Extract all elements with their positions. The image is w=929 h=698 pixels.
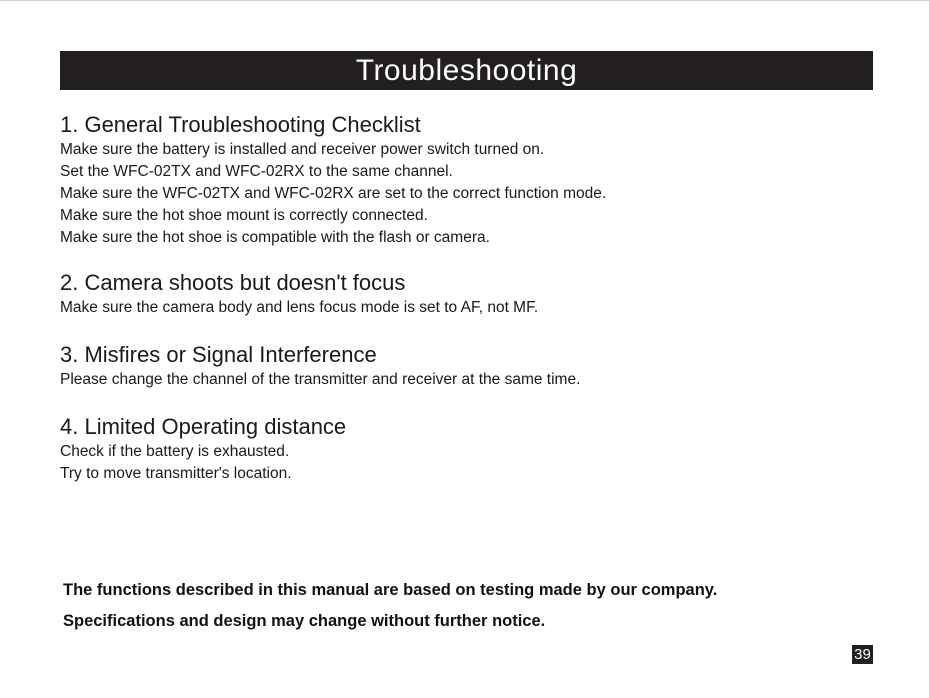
page-number: 39: [852, 645, 873, 664]
checklist-line: Set the WFC-02TX and WFC-02RX to the same channel.: [60, 163, 453, 180]
section-heading: 4. Limited Operating distance: [60, 414, 347, 439]
page-title: Troubleshooting: [60, 51, 873, 90]
troubleshooting-content: [60, 111, 880, 485]
top-divider: [0, 0, 929, 1]
section-heading: 3. Misfires or Signal Interference: [60, 342, 377, 367]
footer-notice: [63, 580, 893, 642]
section-misfires: [60, 341, 880, 391]
section-heading: 2. Camera shoots but doesn't focus: [60, 270, 406, 295]
section-general-checklist: [60, 111, 880, 249]
checklist-line: Try to move transmitter's location.: [60, 465, 292, 482]
section-operating-distance: [60, 413, 880, 485]
checklist-line: Make sure the camera body and lens focus mode is set to AF, not MF.: [60, 299, 539, 316]
section-focus-issue: [60, 269, 880, 319]
footer-specifications-notice: Specifications and design may change without further notice.: [63, 612, 546, 630]
section-heading: 1. General Troubleshooting Checklist: [60, 112, 421, 137]
checklist-line: Make sure the hot shoe is compatible with the flash or camera.: [60, 229, 490, 246]
checklist-line: Please change the channel of the transmitter and receiver at the same time.: [60, 371, 581, 388]
checklist-line: Check if the battery is exhausted.: [60, 443, 290, 460]
checklist-line: Make sure the hot shoe mount is correctly connected.: [60, 207, 428, 224]
checklist-line: Make sure the battery is installed and receiver power switch turned on.: [60, 141, 545, 158]
footer-disclaimer: The functions described in this manual are based on testing made by our company.: [63, 581, 718, 599]
checklist-line: Make sure the WFC-02TX and WFC-02RX are set to the correct function mode.: [60, 185, 607, 202]
